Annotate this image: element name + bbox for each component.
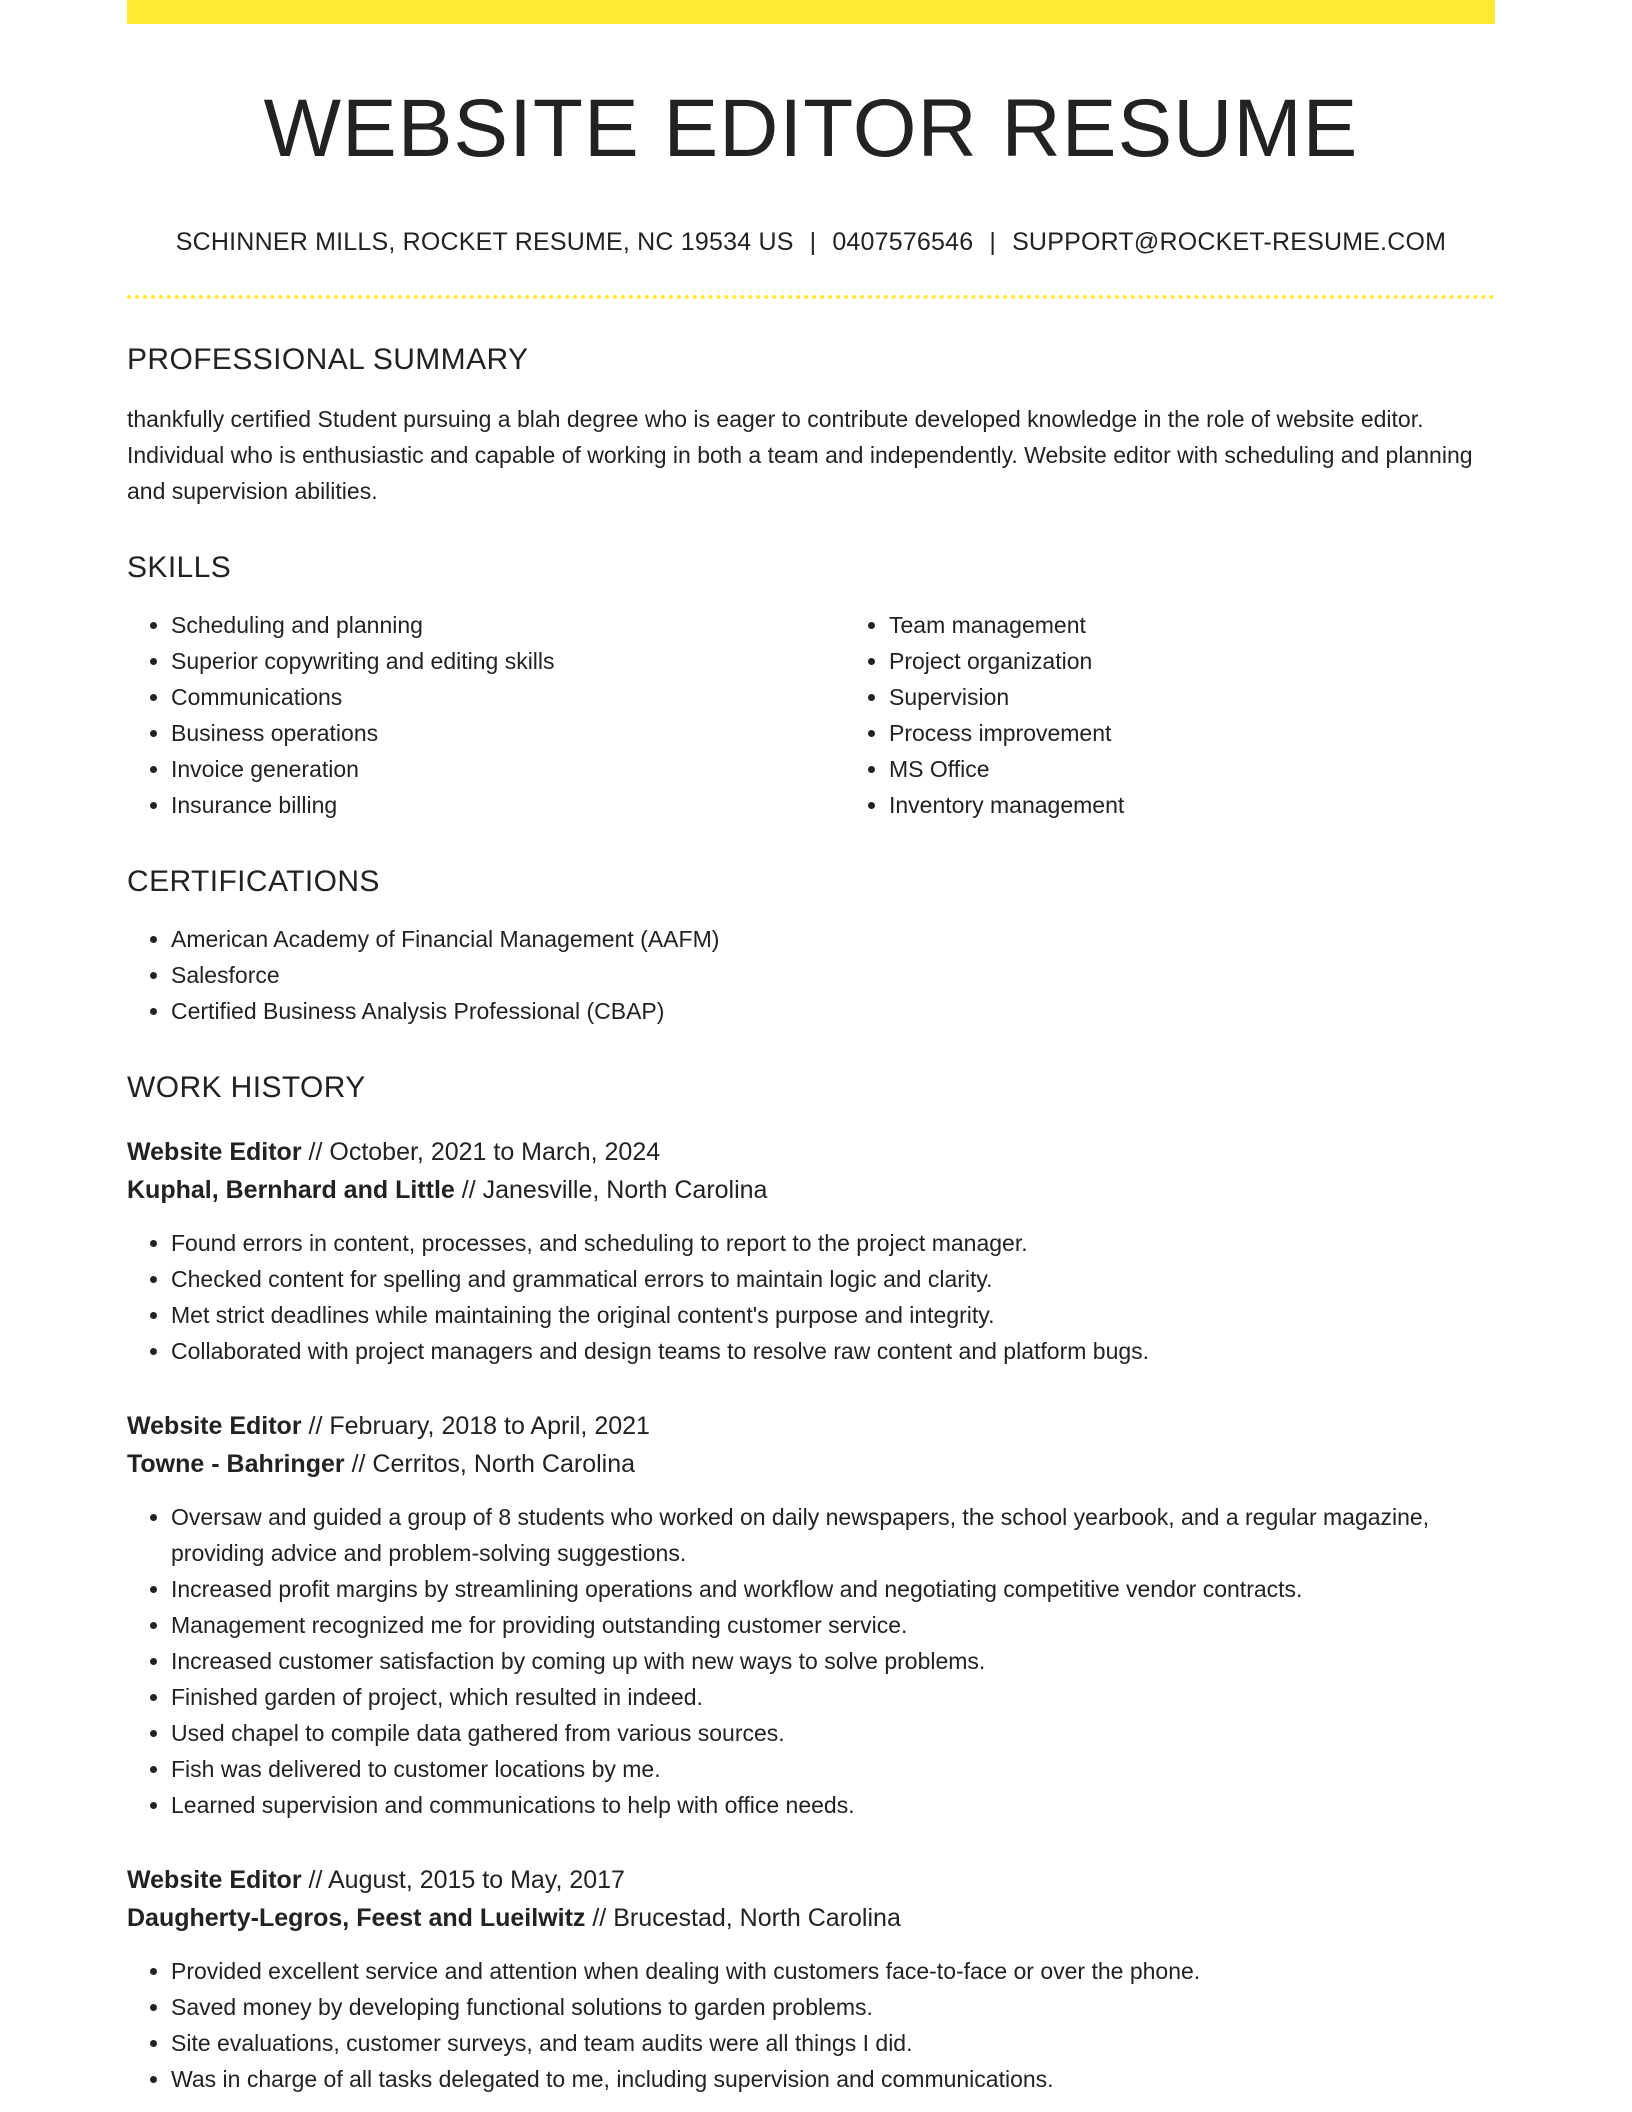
contact-separator: | — [809, 228, 817, 257]
top-accent-bar — [127, 0, 1495, 24]
job-dates: August, 2015 to May, 2017 — [328, 1866, 625, 1895]
job-bullet: • Finished garden of project, which resulted in indeed. — [171, 1679, 1495, 1715]
job-separator: // — [461, 1176, 476, 1205]
job-location: Janesville, North Carolina — [482, 1176, 768, 1205]
certification-item: • Salesforce — [171, 957, 1495, 993]
resume-title: WEBSITE EDITOR RESUME — [263, 83, 1359, 174]
job-bullet: • Checked content for spelling and grammatical errors to maintain logic and clarity. — [171, 1261, 1495, 1297]
job-location: Cerritos, North Carolina — [372, 1450, 636, 1479]
job-entry — [127, 1861, 1495, 2097]
job-role: Website Editor — [127, 1412, 302, 1441]
job-bullet: • Site evaluations, customer surveys, and team audits were all things I did. — [171, 2025, 1495, 2061]
skill-item: • Invoice generation — [171, 751, 845, 787]
contact-separator: | — [989, 228, 997, 257]
skill-item: • Insurance billing — [171, 787, 845, 823]
job-bullet: • Fish was delivered to customer locations by me. — [171, 1751, 1495, 1787]
job-separator: // — [308, 1866, 323, 1895]
skill-item: • Team management — [889, 607, 1495, 643]
skills-list-right — [845, 607, 1495, 823]
job-role-line — [127, 1133, 1495, 1171]
skill-item: • Process improvement — [889, 715, 1495, 751]
job-bullet: • Oversaw and guided a group of 8 students who worked on daily newspapers, the school yearbook, and a regular magazine, providing advice and problem-solving suggestions. — [171, 1499, 1495, 1571]
job-location: Brucestad, North Carolina — [613, 1904, 901, 1933]
skill-item: • MS Office — [889, 751, 1495, 787]
summary-text: thankfully certified Student pursuing a blah degree who is eager to contribute developed knowledge in the role of website editor. Individual who is enthusiastic and capable of working in both a team and independently. Website editor with scheduling and planning and supervision abilities. — [127, 406, 1473, 505]
certification-item: • American Academy of Financial Management (AAFM) — [171, 921, 1495, 957]
certifications-heading: CERTIFICATIONS — [127, 865, 380, 899]
job-bullets — [127, 1499, 1495, 1823]
job-bullet: • Was in charge of all tasks delegated to me, including supervision and communications. — [171, 2061, 1495, 2097]
job-role-line — [127, 1407, 1495, 1445]
job-role-line — [127, 1861, 1495, 1899]
job-bullet: • Increased customer satisfaction by coming up with new ways to solve problems. — [171, 1643, 1495, 1679]
job-bullet: • Found errors in content, processes, and scheduling to report to the project manager. — [171, 1225, 1495, 1261]
contact-address: SCHINNER MILLS, ROCKET RESUME, NC 19534 US — [175, 228, 794, 257]
job-role: Website Editor — [127, 1138, 302, 1167]
job-company: Daugherty-Legros, Feest and Lueilwitz — [127, 1904, 586, 1933]
job-bullet: • Used chapel to compile data gathered from various sources. — [171, 1715, 1495, 1751]
skill-item: • Communications — [171, 679, 845, 715]
job-bullet: • Management recognized me for providing outstanding customer service. — [171, 1607, 1495, 1643]
skill-item: • Scheduling and planning — [171, 607, 845, 643]
job-company-line — [127, 1445, 1495, 1483]
job-company-line — [127, 1171, 1495, 1209]
job-separator: // — [308, 1138, 323, 1167]
job-dates: February, 2018 to April, 2021 — [329, 1412, 650, 1441]
skills-heading: SKILLS — [127, 551, 232, 585]
job-entry — [127, 1133, 1495, 1369]
job-company-line — [127, 1899, 1495, 1937]
job-separator: // — [351, 1450, 366, 1479]
job-bullets — [127, 1953, 1495, 2097]
skill-item: • Superior copywriting and editing skills — [171, 643, 845, 679]
job-bullet: • Provided excellent service and attention when dealing with customers face-to-face or over the phone. — [171, 1953, 1495, 1989]
job-separator: // — [592, 1904, 607, 1933]
job-bullet: • Collaborated with project managers and design teams to resolve raw content and platform bugs. — [171, 1333, 1495, 1369]
skills-grid — [127, 607, 1495, 823]
summary-heading: PROFESSIONAL SUMMARY — [127, 343, 529, 377]
certification-item: • Certified Business Analysis Professional (CBAP) — [171, 993, 1495, 1029]
job-bullet: • Increased profit margins by streamlining operations and workflow and negotiating competitive vendor contracts. — [171, 1571, 1495, 1607]
contact-email[interactable]: SUPPORT@ROCKET-RESUME.COM — [1012, 228, 1447, 257]
contact-phone[interactable]: 0407576546 — [832, 228, 974, 257]
skills-list-left — [127, 607, 845, 823]
skill-item: • Project organization — [889, 643, 1495, 679]
job-dates: October, 2021 to March, 2024 — [329, 1138, 661, 1167]
skill-item: • Supervision — [889, 679, 1495, 715]
resume-page — [127, 0, 1495, 2097]
job-bullets — [127, 1225, 1495, 1369]
dotted-divider — [127, 295, 1495, 299]
contact-line — [127, 228, 1495, 257]
job-company: Towne - Bahringer — [127, 1450, 345, 1479]
job-bullet: • Learned supervision and communications to help with office needs. — [171, 1787, 1495, 1823]
job-bullet: • Saved money by developing functional solutions to garden problems. — [171, 1989, 1495, 2025]
work-history-heading: WORK HISTORY — [127, 1071, 366, 1105]
job-separator: // — [308, 1412, 323, 1441]
skill-item: • Inventory management — [889, 787, 1495, 823]
job-company: Kuphal, Bernhard and Little — [127, 1176, 455, 1205]
job-bullet: • Met strict deadlines while maintaining the original content's purpose and integrity. — [171, 1297, 1495, 1333]
skill-item: • Business operations — [171, 715, 845, 751]
job-role: Website Editor — [127, 1866, 302, 1895]
job-entry — [127, 1407, 1495, 1823]
certifications-list — [127, 921, 1495, 1029]
